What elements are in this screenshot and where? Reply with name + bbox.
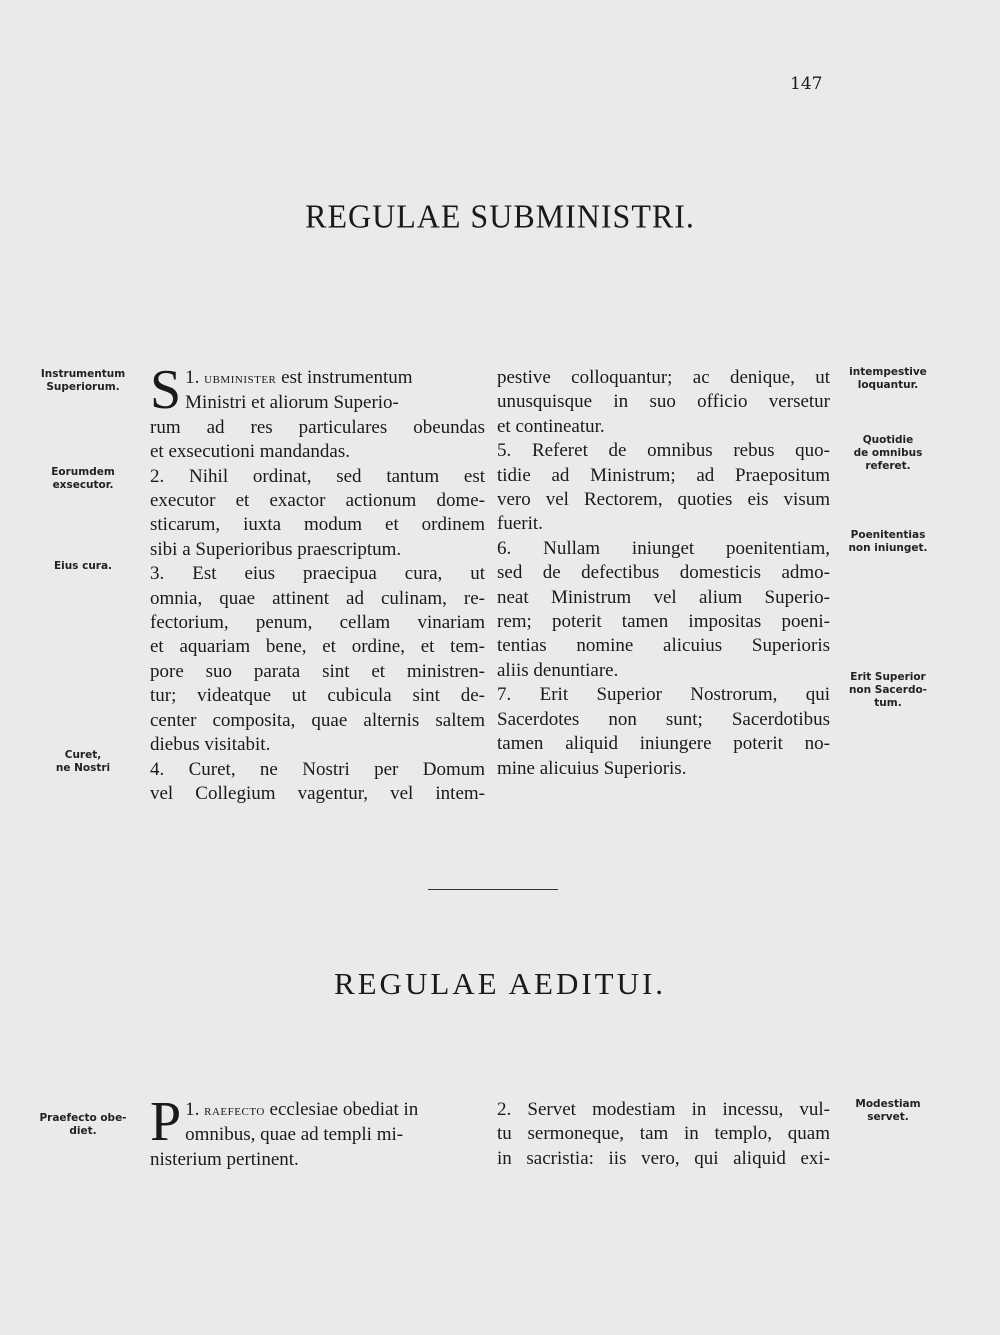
text-line: omnibus, quae ad templi mi- xyxy=(185,1124,404,1146)
text-line: omnia, quae attinent ad culinam, re- xyxy=(150,587,485,609)
small-caps-word: ubminister xyxy=(204,371,277,387)
text-line: neat Ministrum vel alium Superio- xyxy=(497,586,830,608)
text-line: tamen aliquid iniungere poterit no- xyxy=(497,733,830,755)
rule-paragraph xyxy=(497,683,830,781)
section-title-subministri: REGULAE SUBMINISTRI. xyxy=(305,197,695,235)
text-line: sed de defectibus domesticis admo- xyxy=(497,562,830,584)
text-line: aliis denuntiare. xyxy=(497,659,619,681)
text-line: 6. Nullam iniunget poenitentiam, xyxy=(497,537,830,559)
aeditui-right-column xyxy=(497,1098,830,1171)
subministri-left-column xyxy=(150,359,485,806)
text-line: 2. Servet modestiam in incessu, vul- xyxy=(497,1099,830,1120)
aeditui-left-column xyxy=(150,1091,485,1172)
text-line: est instrumentum xyxy=(281,367,413,388)
text-line: sibi a Superioribus praescriptum. xyxy=(150,538,402,560)
text-line: Sacerdotes non sunt; Sacerdotibus xyxy=(497,708,830,730)
text-line: rum ad res particulares obeundas xyxy=(150,416,485,438)
text-line: unusquisque in suo officio versetur xyxy=(497,391,830,413)
rule-paragraph xyxy=(150,562,485,757)
margin-note: Erit Superior non Sacerdo- tum. xyxy=(848,671,928,709)
text-line: et contineatur. xyxy=(497,415,605,437)
text-line: vel Collegium vagentur, vel intem- xyxy=(150,782,485,804)
text-line: tur; videatque ut cubicula sint de- xyxy=(150,685,485,707)
text-line: executor et exactor actionum dome- xyxy=(150,490,485,512)
margin-note: Praefecto obe- diet. xyxy=(39,1112,127,1137)
rule-paragraph xyxy=(497,1098,830,1171)
text-line: tu sermoneque, tam in templo, quam xyxy=(497,1123,830,1145)
text-line: pestive colloquantur; ac denique, ut xyxy=(497,367,830,388)
drop-cap: S xyxy=(150,359,182,421)
rule-paragraph xyxy=(497,537,830,683)
text-line: ecclesiae obediat in xyxy=(269,1099,419,1120)
drop-cap: P xyxy=(150,1091,182,1153)
subministri-right-column xyxy=(497,366,830,781)
page-number: 147 xyxy=(790,74,823,94)
margin-note: intempestive loquantur. xyxy=(849,366,927,391)
text-line: rem; poterit tamen impositas poeni- xyxy=(497,611,830,633)
text-line: 7. Erit Superior Nostrorum, qui xyxy=(497,684,830,706)
margin-note: Curet, ne Nostri xyxy=(55,749,111,774)
text-line: nisterium pertinent. xyxy=(150,1148,299,1170)
text-line: diebus visitabit. xyxy=(150,734,271,756)
small-caps-word: raefecto xyxy=(204,1103,265,1119)
text-line: tentias nomine alicuius Superioris xyxy=(497,635,830,657)
text-line: vero vel Rectorem, quoties eis visum xyxy=(497,489,830,511)
text-line: tidie ad Ministrum; ad Praepositum xyxy=(497,464,830,486)
text-line: 4. Curet, ne Nostri per Domum xyxy=(150,758,485,780)
text-line: center composita, quae alternis saltem xyxy=(150,709,485,731)
text-line: 3. Est eius praecipua cura, ut xyxy=(150,563,485,585)
text-line: 5. Referet de omnibus rebus quo- xyxy=(497,440,830,462)
margin-note: Modestiam servet. xyxy=(855,1098,921,1123)
margin-note: Quotidie de omnibus referet. xyxy=(853,434,923,472)
text-line: Ministri et aliorum Superio- xyxy=(185,392,399,414)
text-line: pore suo parata sint et ministren- xyxy=(150,660,485,682)
rule-number: 1. xyxy=(185,367,200,388)
text-line: in sacristia: iis vero, qui aliquid exi- xyxy=(497,1147,830,1169)
rule-paragraph xyxy=(497,366,830,439)
rule-paragraph xyxy=(150,359,485,465)
text-line: fectorium, penum, cellam vinariam xyxy=(150,612,485,634)
rule-number: 1. xyxy=(185,1099,200,1120)
rule-paragraph xyxy=(150,1091,485,1172)
text-line: 2. Nihil ordinat, sed tantum est xyxy=(150,465,485,487)
rule-paragraph xyxy=(150,465,485,563)
margin-note: Eius cura. xyxy=(53,560,113,572)
text-line: et exsecutioni mandandas. xyxy=(150,441,350,463)
text-line: et aquariam bene, et ordine, et tem- xyxy=(150,636,485,658)
text-line: fuerit. xyxy=(497,513,543,535)
text-line: sticarum, iuxta modum et ordinem xyxy=(150,514,485,536)
margin-note: Poenitentias non iniunget. xyxy=(848,529,928,554)
rule-paragraph xyxy=(497,439,830,537)
section-title-aeditui: REGULAE AEDITUI. xyxy=(333,966,667,1001)
text-line: mine alicuius Superioris. xyxy=(497,757,687,779)
margin-note: Eorumdem exsecutor. xyxy=(51,466,115,491)
rule-paragraph xyxy=(150,758,485,807)
margin-note: Instrumentum Superiorum. xyxy=(40,368,126,393)
section-divider xyxy=(428,889,558,890)
